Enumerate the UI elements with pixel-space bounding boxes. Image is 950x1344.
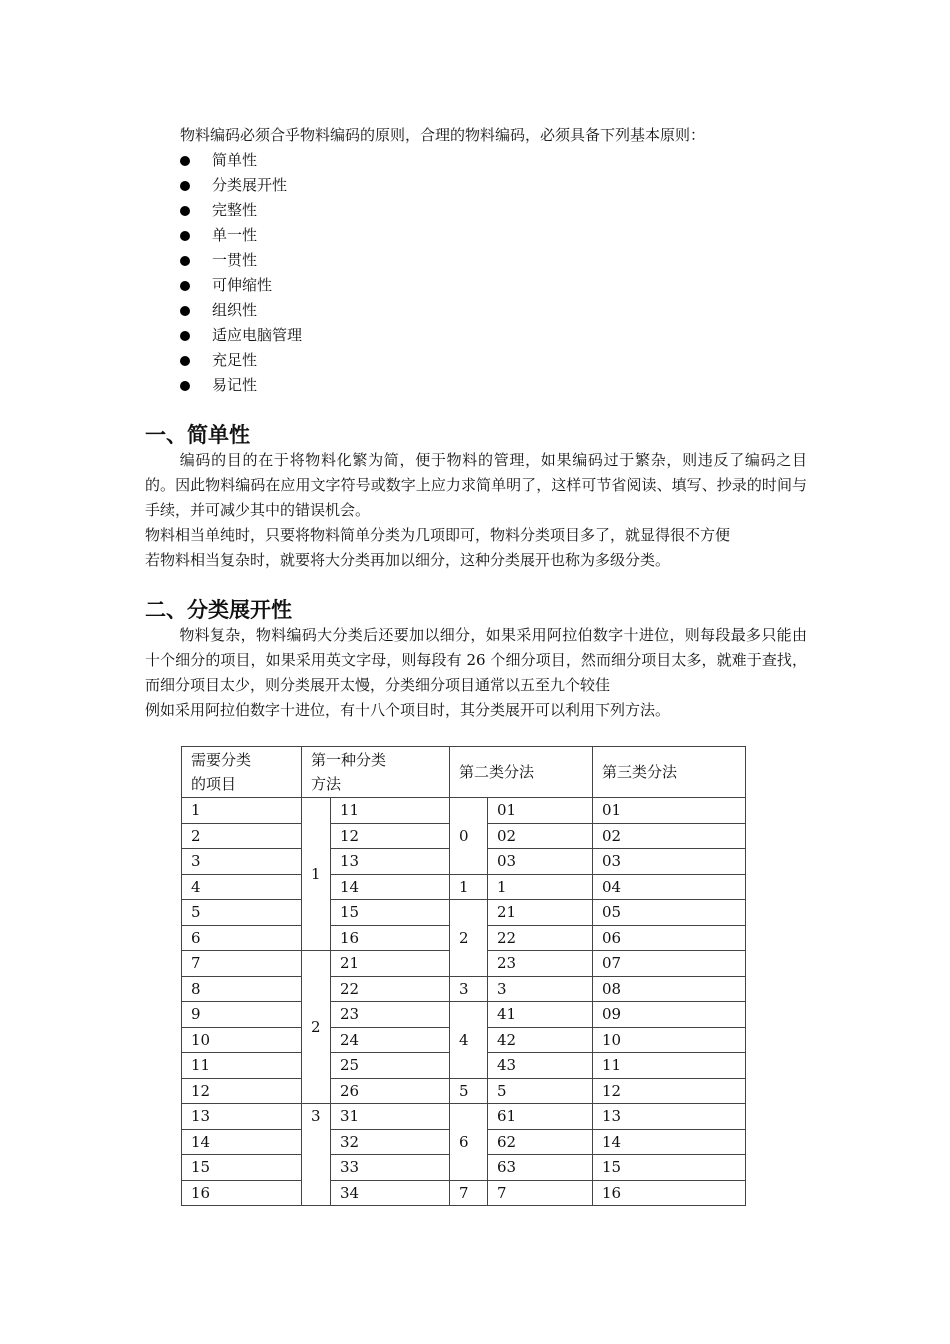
list-item: 单一性 <box>178 223 302 248</box>
list-item: 一贯性 <box>178 248 302 273</box>
method3-code-cell: 05 <box>593 900 746 926</box>
method1-code-cell: 14 <box>331 874 450 900</box>
method3-code-cell: 02 <box>593 823 746 849</box>
method1-code-cell: 13 <box>331 849 450 875</box>
bullet-icon <box>180 231 190 241</box>
method2-code-cell: 63 <box>488 1155 593 1181</box>
intro-text: 物料编码必须合乎物料编码的原则，合理的物料编码，必须具备下列基本原则： <box>180 126 706 144</box>
method2-code-cell: 3 <box>488 976 593 1002</box>
table-row <box>182 1002 746 1028</box>
header-method1: 第一种分类 方法 <box>302 747 450 798</box>
list-item: 分类展开性 <box>178 173 302 198</box>
table-row <box>182 874 746 900</box>
bullet-icon <box>180 181 190 191</box>
method1-code-cell: 34 <box>331 1180 450 1206</box>
method1-code-cell: 23 <box>331 1002 450 1028</box>
method2-group-cell: 2 <box>450 900 488 977</box>
list-item: 充足性 <box>178 348 302 373</box>
item-cell: 13 <box>182 1104 302 1130</box>
method2-code-cell: 03 <box>488 849 593 875</box>
item-cell: 5 <box>182 900 302 926</box>
method2-code-cell: 61 <box>488 1104 593 1130</box>
method3-code-cell: 06 <box>593 925 746 951</box>
section-heading-expandability: 二、分类展开性 <box>145 598 292 622</box>
table-row <box>182 976 746 1002</box>
method2-code-cell: 42 <box>488 1027 593 1053</box>
method1-code-cell: 15 <box>331 900 450 926</box>
bullet-icon <box>180 281 190 291</box>
item-cell: 12 <box>182 1078 302 1104</box>
method2-group-cell: 4 <box>450 1002 488 1079</box>
table-row <box>182 1104 746 1130</box>
method2-code-cell: 01 <box>488 798 593 824</box>
table-row <box>182 1180 746 1206</box>
principles-list <box>178 148 302 398</box>
table-row <box>182 798 746 824</box>
section2-paragraph-2: 例如采用阿拉伯数字十进位，有十八个项目时，其分类展开可以利用下列方法。 <box>145 701 671 719</box>
method1-code-cell: 25 <box>331 1053 450 1079</box>
table-header-row <box>182 747 746 798</box>
table-row <box>182 900 746 926</box>
header-items: 需要分类 的项目 <box>182 747 302 798</box>
header-method2: 第二类分法 <box>450 747 593 798</box>
method3-code-cell: 11 <box>593 1053 746 1079</box>
method2-group-cell: 1 <box>450 874 488 900</box>
method2-group-cell: 5 <box>450 1078 488 1104</box>
bullet-icon <box>180 206 190 216</box>
bullet-icon <box>180 331 190 341</box>
section2-paragraph: 物料复杂，物料编码大分类后还要加以细分，如果采用阿拉伯数字十进位，则每段最多只能由十个细分的项目，如果采用英文字母，则每段有 26 个细分项目，然而细分项目太多，就难于查找，而细分项目太少，则分类展开太慢，分类细分项目通常以五至九个较佳 <box>145 626 807 694</box>
method1-code-cell: 32 <box>331 1129 450 1155</box>
item-cell: 6 <box>182 925 302 951</box>
method3-code-cell: 10 <box>593 1027 746 1053</box>
item-cell: 15 <box>182 1155 302 1181</box>
method1-group-cell: 1 <box>302 798 331 951</box>
item-cell: 8 <box>182 976 302 1002</box>
method3-code-cell: 09 <box>593 1002 746 1028</box>
list-item: 可伸缩性 <box>178 273 302 298</box>
item-cell: 1 <box>182 798 302 824</box>
method1-code-cell: 33 <box>331 1155 450 1181</box>
method2-code-cell: 41 <box>488 1002 593 1028</box>
method3-code-cell: 15 <box>593 1155 746 1181</box>
method1-code-cell: 31 <box>331 1104 450 1130</box>
method2-code-cell: 21 <box>488 900 593 926</box>
method1-group-cell: 3 <box>302 1104 331 1206</box>
method1-code-cell: 24 <box>331 1027 450 1053</box>
method3-code-cell: 03 <box>593 849 746 875</box>
table-row <box>182 1078 746 1104</box>
method1-code-cell: 22 <box>331 976 450 1002</box>
item-cell: 9 <box>182 1002 302 1028</box>
item-cell: 14 <box>182 1129 302 1155</box>
bullet-icon <box>180 356 190 366</box>
item-cell: 4 <box>182 874 302 900</box>
method3-code-cell: 01 <box>593 798 746 824</box>
method3-code-cell: 16 <box>593 1180 746 1206</box>
bullet-icon <box>180 156 190 166</box>
item-cell: 3 <box>182 849 302 875</box>
section1-paragraph-2: 物料相当单纯时，只要将物料简单分类为几项即可，物料分类项目多了，就显得很不方便 <box>145 526 731 544</box>
item-cell: 7 <box>182 951 302 977</box>
method1-code-cell: 12 <box>331 823 450 849</box>
method2-code-cell: 62 <box>488 1129 593 1155</box>
item-cell: 16 <box>182 1180 302 1206</box>
method2-group-cell: 7 <box>450 1180 488 1206</box>
method1-code-cell: 16 <box>331 925 450 951</box>
section1-paragraph-3: 若物料相当复杂时，就要将大分类再加以细分，这种分类展开也称为多级分类。 <box>145 551 671 569</box>
method3-code-cell: 07 <box>593 951 746 977</box>
item-cell: 10 <box>182 1027 302 1053</box>
bullet-icon <box>180 256 190 266</box>
method1-code-cell: 26 <box>331 1078 450 1104</box>
list-item: 简单性 <box>178 148 302 173</box>
list-item: 组织性 <box>178 298 302 323</box>
method3-code-cell: 12 <box>593 1078 746 1104</box>
method1-group-cell: 2 <box>302 951 331 1104</box>
item-cell: 2 <box>182 823 302 849</box>
list-item: 完整性 <box>178 198 302 223</box>
method2-code-cell: 43 <box>488 1053 593 1079</box>
item-cell: 11 <box>182 1053 302 1079</box>
method2-code-cell: 5 <box>488 1078 593 1104</box>
method1-code-cell: 11 <box>331 798 450 824</box>
method2-code-cell: 22 <box>488 925 593 951</box>
bullet-icon <box>180 381 190 391</box>
header-method3: 第三类分法 <box>593 747 746 798</box>
classification-table <box>181 746 746 1206</box>
method3-code-cell: 14 <box>593 1129 746 1155</box>
method2-code-cell: 02 <box>488 823 593 849</box>
method2-code-cell: 1 <box>488 874 593 900</box>
section-heading-simplicity: 一、简单性 <box>145 423 250 447</box>
method1-code-cell: 21 <box>331 951 450 977</box>
list-item: 适应电脑管理 <box>178 323 302 348</box>
method2-code-cell: 23 <box>488 951 593 977</box>
list-item: 易记性 <box>178 373 302 398</box>
method2-group-cell: 0 <box>450 798 488 875</box>
bullet-icon <box>180 306 190 316</box>
section1-paragraph: 编码的目的在于将物料化繁为简，便于物料的管理，如果编码过于繁杂，则违反了编码之目的。因此物料编码在应用文字符号或数字上应力求简单明了，这样可节省阅读、填写、抄录的时间与手续，并可减少其中的错误机会。 <box>145 451 807 519</box>
method3-code-cell: 08 <box>593 976 746 1002</box>
method2-group-cell: 3 <box>450 976 488 1002</box>
method3-code-cell: 13 <box>593 1104 746 1130</box>
method2-code-cell: 7 <box>488 1180 593 1206</box>
method2-group-cell: 6 <box>450 1104 488 1181</box>
method3-code-cell: 04 <box>593 874 746 900</box>
